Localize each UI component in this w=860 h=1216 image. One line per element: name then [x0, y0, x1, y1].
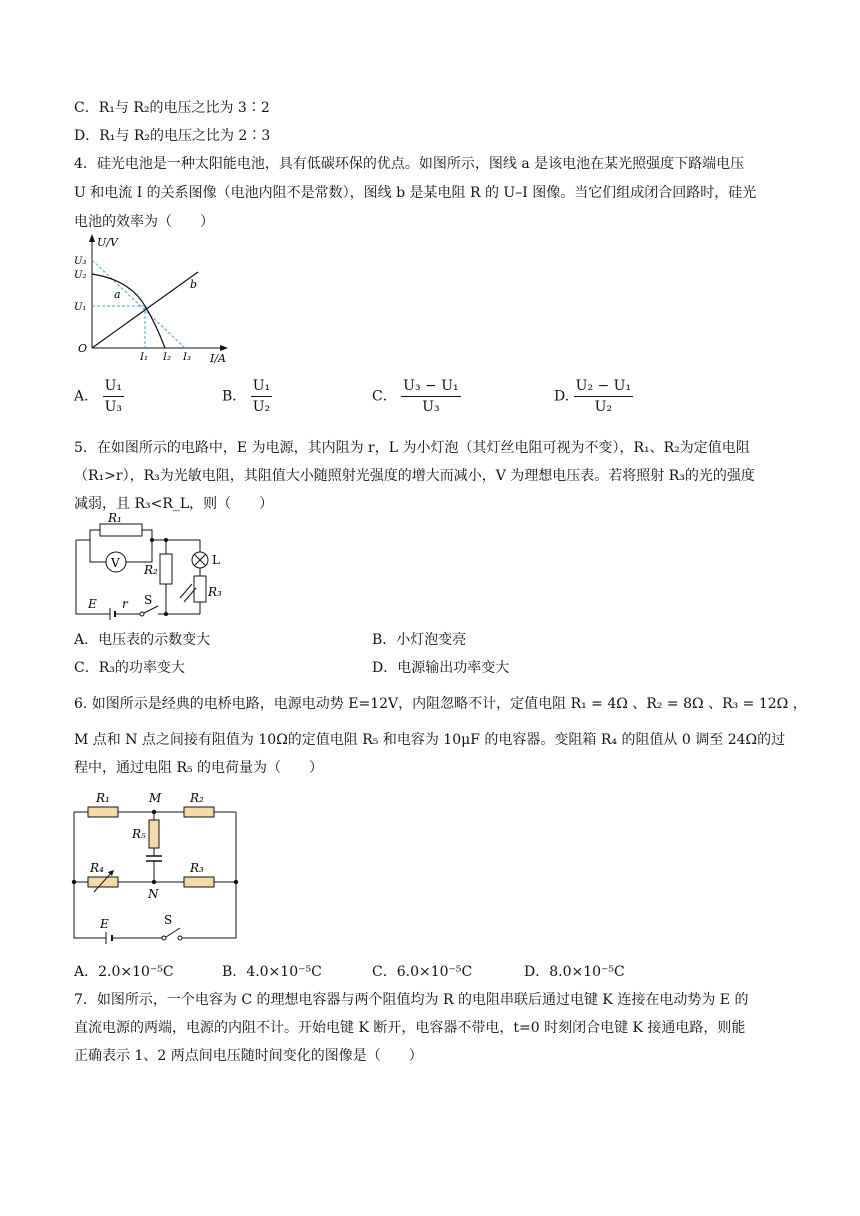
q5-label-r3: R₃: [208, 585, 222, 599]
q6-label-s: S: [164, 913, 173, 927]
q6-option-c: C．6.0×10⁻⁵C: [372, 964, 473, 980]
q4-tick-i2: I₂: [163, 352, 171, 363]
q6-option-d: D．8.0×10⁻⁵C: [524, 964, 625, 980]
q5-label-r: r: [122, 597, 128, 611]
q5-option-b: B．小灯泡变亮: [372, 632, 467, 648]
q7-stem-line3: 正确表示 1、2 两点间电压随时间变化的图像是（ ）: [74, 1048, 423, 1064]
q6-label-r1: R₁: [96, 791, 110, 805]
q7-stem-line1: 7．如图所示，一个电容为 C 的理想电容器与两个阻值均为 R 的电阻串联后通过电键 K 连接在电动势为 E 的: [74, 992, 749, 1008]
q5-stem-line3: 减弱，且 R₃<R_L，则（ ）: [74, 496, 274, 512]
q5-circuit-diagram: [70, 510, 240, 622]
q6-label-r5: R₅: [132, 827, 146, 841]
q6-label-n: N: [148, 887, 159, 901]
q5-label-s: S: [144, 593, 153, 607]
q4-option-b: B． $\frac{\text{U₁}}{\text{U₂}}$: [222, 378, 271, 415]
q4-option-c: C． $\frac{\text{U₃ − U₁}}{\text{U₃}}$: [372, 378, 459, 415]
q4-tick-u2: U₂: [74, 270, 87, 281]
q5-stem-line2: （R₁>r），R₃为光敏电阻，其阻值大小随照射光强度的增大而减小，V 为理想电压表。若将照射 R₃的光的强度: [74, 468, 755, 484]
q6-label-m: M: [149, 791, 162, 805]
q4-curve-a-label: a: [114, 288, 121, 301]
q5-option-d: D．电源输出功率变大: [372, 660, 510, 676]
q6-label-r4: R₄: [90, 861, 104, 875]
q6-label-e: E: [100, 917, 109, 931]
q4-line-b-label: b: [190, 278, 198, 291]
q4-option-a: A． $\frac{\text{U₁}}{\text{U₃}}$: [74, 378, 122, 415]
q6-label-r2: R₂: [190, 791, 204, 805]
q6-bridge-circuit: [68, 790, 243, 946]
q4-stem-line2: U 和电流 I 的关系图像（电池内阻不是常数），图线 b 是某电阻 R 的 U–I 图像。当它们组成闭合回路时，硅光: [74, 185, 757, 201]
q6-option-b: B．4.0×10⁻⁵C: [222, 964, 322, 980]
q5-label-l: L: [212, 553, 220, 567]
q4-option-d: D. $\frac{\text{U₂ − U₁}}{\text{U₂}}$: [554, 378, 632, 415]
q3-option-d: D．R₁与 R₂的电压之比为 2∶3: [74, 128, 271, 144]
q6-stem-line3: 程中，通过电阻 R₅ 的电荷量为（ ）: [74, 760, 324, 776]
q4-x-axis-label: I/A: [210, 352, 226, 364]
q4-stem-line1: 4．硅光电池是一种太阳能电池，具有低碳环保的优点。如图所示，图线 a 是该电池在某光照强度下路端电压: [74, 156, 745, 172]
q3-option-c: C．R₁与 R₂的电压之比为 3∶2: [74, 100, 270, 116]
q4-tick-u1: U₁: [74, 302, 87, 313]
q7-stem-line2: 直流电源的两端，电源的内阻不计。开始电键 K 断开，电容器不带电，t=0 时刻闭合电键 K 接通电路，则能: [74, 1020, 746, 1036]
q5-label-r2: R₂: [144, 563, 158, 577]
q5-label-r1: R₁: [108, 511, 122, 525]
q4-y-axis-label: U/V: [97, 236, 118, 249]
q4-ui-graph: [70, 228, 240, 364]
q4-stem-line3: 电池的效率为（ ）: [74, 214, 214, 230]
q6-option-a: A．2.0×10⁻⁵C: [74, 964, 174, 980]
q4-tick-i1: I₁: [140, 352, 148, 363]
q5-voltmeter-label: V: [111, 556, 120, 570]
q4-origin-label: O: [78, 342, 88, 355]
q6-stem-line1: 6. 如图所示是经典的电桥电路，电源电动势 E=12V，内阻忽略不计，定值电阻 R₁ = 4Ω 、R₂ = 8Ω 、R₃ = 12Ω ，: [74, 696, 807, 712]
q5-label-e: E: [88, 597, 97, 611]
q4-tick-u3: U₃: [74, 256, 87, 267]
q5-option-a: A．电压表的示数变大: [74, 632, 211, 648]
q5-stem-line1: 5．在如图所示的电路中，E 为电源，其内阻为 r，L 为小灯泡（其灯丝电阻可视为不变），R₁、R₂为定值电阻: [74, 440, 750, 456]
q6-stem-line2: M 点和 N 点之间接有阻值为 10Ω的定值电阻 R₅ 和电容为 10μF 的电容器。变阻箱 R₄ 的阻值从 0 调至 24Ω的过: [74, 732, 786, 748]
q6-label-r3: R₃: [190, 861, 204, 875]
q4-tick-i3: I₃: [183, 352, 191, 363]
q5-option-c: C．R₃的功率变大: [74, 660, 185, 676]
